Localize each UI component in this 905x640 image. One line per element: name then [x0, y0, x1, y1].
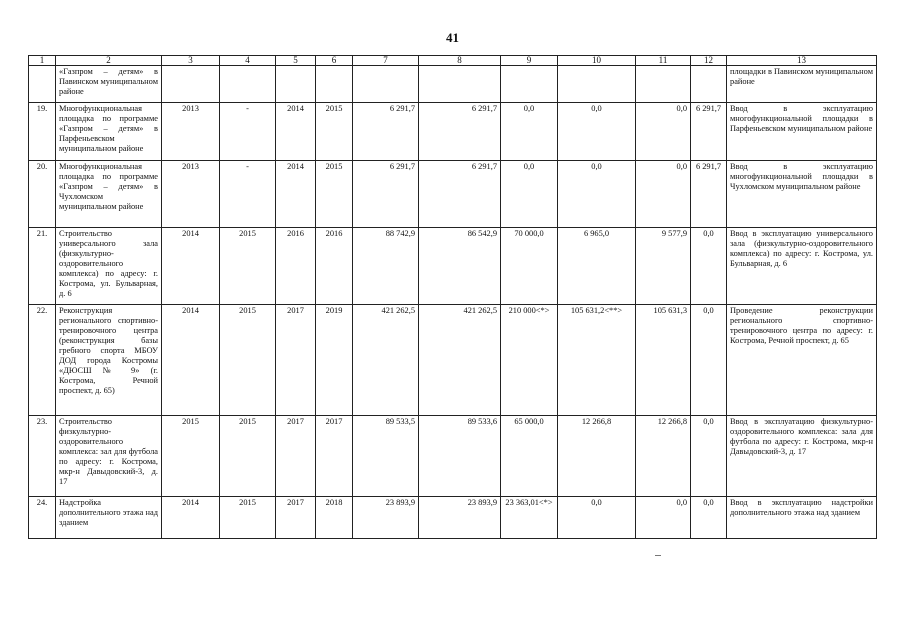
- col-header: 7: [353, 56, 419, 66]
- cell-c3: 2014: [162, 497, 220, 539]
- table-row: [29, 103, 877, 161]
- cell-c9: 23 363,01<*>: [501, 497, 558, 539]
- cell-c5: 2014: [276, 161, 316, 228]
- cell-c9: [501, 66, 558, 103]
- cell-c9: 0,0: [501, 161, 558, 228]
- col-header: 13: [727, 56, 877, 66]
- cell-c12: 6 291,7: [691, 103, 727, 161]
- cell-c8: [419, 66, 501, 103]
- table-row: [29, 416, 877, 497]
- cell-c5: 2017: [276, 416, 316, 497]
- cell-c7: 421 262,5: [353, 305, 419, 416]
- col-header: 3: [162, 56, 220, 66]
- investment-objects-table: [28, 55, 877, 539]
- col-header: 11: [636, 56, 691, 66]
- col-header: 4: [220, 56, 276, 66]
- cell-result: Ввод в эксплуатацию универсального зала (физкультурно-оздоровительного комплекса) по адресу: г. Кострома, ул. Бульварная, д. 6: [727, 228, 877, 305]
- cell-n: [29, 66, 56, 103]
- cell-result: Проведение реконструкции регионального спортивно-тренировочного центра по адресу: г. Кострома, Речной проспект, д. 65: [727, 305, 877, 416]
- cell-c4: 2015: [220, 416, 276, 497]
- cell-c6: 2019: [316, 305, 353, 416]
- cell-c7: 6 291,7: [353, 103, 419, 161]
- scan-mark: [655, 555, 661, 556]
- cell-c8: 89 533,6: [419, 416, 501, 497]
- col-header: 8: [419, 56, 501, 66]
- cell-c9: 70 000,0: [501, 228, 558, 305]
- cell-c7: [353, 66, 419, 103]
- table-row: [29, 228, 877, 305]
- cell-name: Строительство универсального зала (физкультурно-оздоровительного комплекса) по адресу: г. Кострома, ул. Бульварная, д. 6: [56, 228, 162, 305]
- cell-c12: 0,0: [691, 228, 727, 305]
- column-number-row: [29, 56, 877, 66]
- cell-name: Реконструкция регионального спортивно-тренировочного центра (реконструкция базы гребного спорта МБОУ ДОД города Костромы «ДЮСШ № 9» (г. Кострома, Речной проспект, д. 65): [56, 305, 162, 416]
- cell-name: Строительство физкультурно-оздоровительного комплекса: зал для футбола по адресу: г. Кострома, мкр-н Давыдовский-3, д. 17: [56, 416, 162, 497]
- cell-c6: 2017: [316, 416, 353, 497]
- cell-c3: 2013: [162, 103, 220, 161]
- table-row: [29, 161, 877, 228]
- table-row: [29, 497, 877, 539]
- cell-result: Ввод в эксплуатацию многофункциональной площадки в Чухломском муниципальном районе: [727, 161, 877, 228]
- cell-n: 20.: [29, 161, 56, 228]
- cell-c8: 86 542,9: [419, 228, 501, 305]
- cell-c4: -: [220, 103, 276, 161]
- cell-c6: 2015: [316, 161, 353, 228]
- cell-c7: 89 533,5: [353, 416, 419, 497]
- cell-c6: 2018: [316, 497, 353, 539]
- cell-c5: 2017: [276, 305, 316, 416]
- cell-c12: 6 291,7: [691, 161, 727, 228]
- cell-c3: [162, 66, 220, 103]
- cell-c3: 2015: [162, 416, 220, 497]
- cell-c5: 2016: [276, 228, 316, 305]
- cell-c10: 6 965,0: [558, 228, 636, 305]
- cell-result: Ввод в эксплуатацию многофункциональной площадки в Парфеньевском муниципальном районе: [727, 103, 877, 161]
- cell-result: Ввод в эксплуатацию надстройки дополнительного этажа над зданием: [727, 497, 877, 539]
- cell-c11: 12 266,8: [636, 416, 691, 497]
- cell-c4: -: [220, 161, 276, 228]
- cell-c12: 0,0: [691, 416, 727, 497]
- cell-c11: 0,0: [636, 497, 691, 539]
- page-number: 41: [446, 30, 459, 45]
- col-header: 12: [691, 56, 727, 66]
- cell-n: 24.: [29, 497, 56, 539]
- cell-c8: 6 291,7: [419, 161, 501, 228]
- cell-c8: 23 893,9: [419, 497, 501, 539]
- col-header: 9: [501, 56, 558, 66]
- cell-c7: 23 893,9: [353, 497, 419, 539]
- cell-c11: 0,0: [636, 161, 691, 228]
- cell-c5: [276, 66, 316, 103]
- cell-c8: 6 291,7: [419, 103, 501, 161]
- cell-c7: 88 742,9: [353, 228, 419, 305]
- cell-c10: 105 631,2<**>: [558, 305, 636, 416]
- cell-c3: 2013: [162, 161, 220, 228]
- cell-c9: 65 000,0: [501, 416, 558, 497]
- table-row: [29, 305, 877, 416]
- cell-c4: 2015: [220, 228, 276, 305]
- cell-c12: 0,0: [691, 497, 727, 539]
- col-header: 6: [316, 56, 353, 66]
- cell-c9: 210 000<*>: [501, 305, 558, 416]
- cell-result: площадки в Павинском муниципальном районе: [727, 66, 877, 103]
- cell-c6: [316, 66, 353, 103]
- cell-n: 21.: [29, 228, 56, 305]
- cell-c11: 9 577,9: [636, 228, 691, 305]
- cell-c10: 0,0: [558, 161, 636, 228]
- cell-name: «Газпром – детям» в Павинском муниципальном районе: [56, 66, 162, 103]
- cell-c11: [636, 66, 691, 103]
- col-header: 1: [29, 56, 56, 66]
- cell-name: Многофункциональная площадка по программе «Газпром – детям» в Парфеньевском муниципальном районе: [56, 103, 162, 161]
- cell-c11: 105 631,3: [636, 305, 691, 416]
- cell-c4: 2015: [220, 305, 276, 416]
- cell-n: 23.: [29, 416, 56, 497]
- cell-c5: 2014: [276, 103, 316, 161]
- table-row: [29, 66, 877, 103]
- cell-c6: 2016: [316, 228, 353, 305]
- cell-name: Надстройка дополнительного этажа над зданием: [56, 497, 162, 539]
- cell-c3: 2014: [162, 305, 220, 416]
- cell-result: Ввод в эксплуатацию физкультурно-оздоровительного комплекса: зала для футбола по адресу: г. Кострома, мкр-н Давыдовский-3, д. 17: [727, 416, 877, 497]
- cell-c12: [691, 66, 727, 103]
- col-header: 5: [276, 56, 316, 66]
- col-header: 2: [56, 56, 162, 66]
- cell-c10: 0,0: [558, 497, 636, 539]
- cell-n: 19.: [29, 103, 56, 161]
- cell-c10: 0,0: [558, 103, 636, 161]
- cell-c7: 6 291,7: [353, 161, 419, 228]
- cell-n: 22.: [29, 305, 56, 416]
- cell-c12: 0,0: [691, 305, 727, 416]
- cell-c10: 12 266,8: [558, 416, 636, 497]
- cell-c4: 2015: [220, 497, 276, 539]
- cell-c8: 421 262,5: [419, 305, 501, 416]
- cell-name: Многофункциональная площадка по программе «Газпром – детям» в Чухломском муниципальном районе: [56, 161, 162, 228]
- cell-c10: [558, 66, 636, 103]
- cell-c11: 0,0: [636, 103, 691, 161]
- cell-c5: 2017: [276, 497, 316, 539]
- col-header: 10: [558, 56, 636, 66]
- cell-c9: 0,0: [501, 103, 558, 161]
- cell-c6: 2015: [316, 103, 353, 161]
- cell-c4: [220, 66, 276, 103]
- cell-c3: 2014: [162, 228, 220, 305]
